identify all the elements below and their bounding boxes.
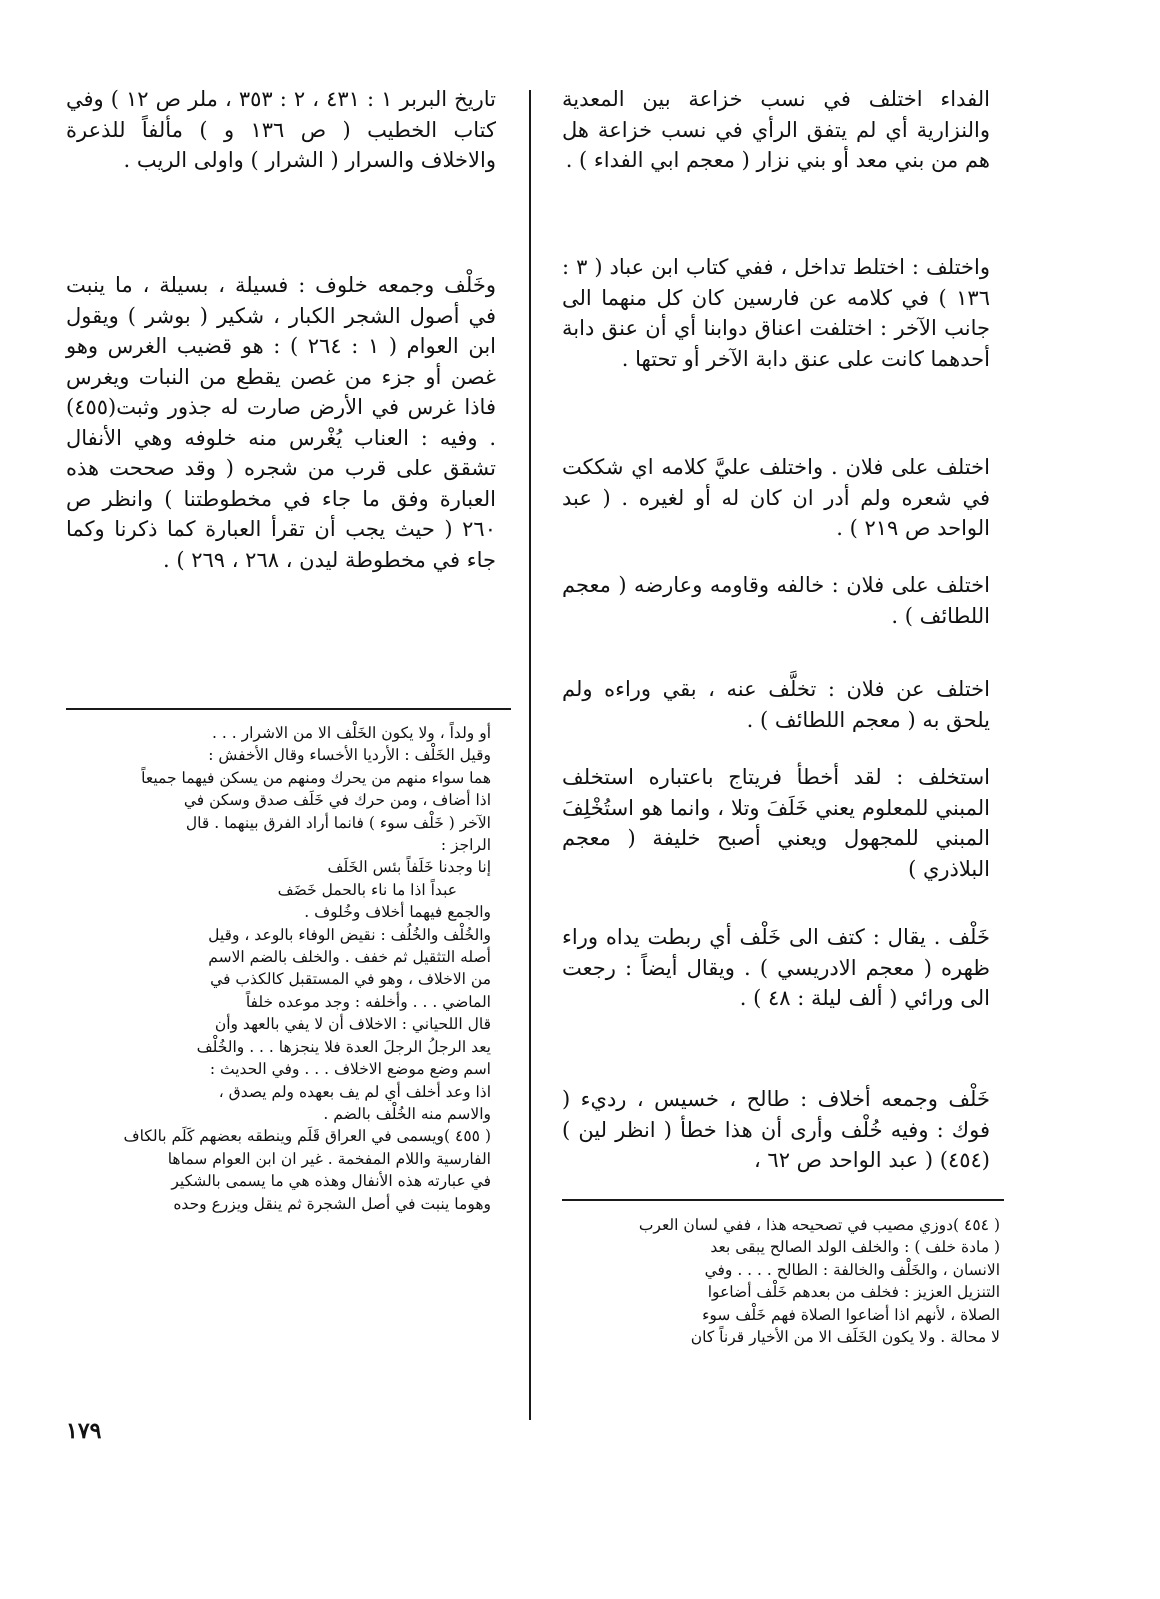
entry-paragraph: خَلْف . يقال : كتف الى خَلْف أي ربطت يداه وراء ظهره ( معجم الادريسي ) . ويقال أيضاً : رجعت الى ورائي ( ألف ليلة : ٤٨ ) . <box>562 925 990 1010</box>
footnote-line: وهوما ينبت في أصل الشجرة ثم ينقل ويزرع وحده <box>173 1194 491 1213</box>
verse-line: إنا وجدنا خَلَفاً بئس الخَلَف <box>327 858 491 877</box>
footnote-line: والخُلْف والخُلُف : نقيض الوفاء بالوعد ، وقيل <box>208 925 491 944</box>
page-number: ١٧٩ <box>66 1418 102 1444</box>
entry-paragraph: اختلف عن فلان : تخلَّف عنه ، بقي وراءه ولم يلحق به ( معجم اللطائف ) . <box>562 677 990 732</box>
footnote-line: الصلاة ، لأنهم اذا أضاعوا الصلاة فهم خَلْف سوء <box>702 1305 1000 1324</box>
entry-paragraph: اختلف على فلان . واختلف عليَّ كلامه اي شككت في شعره ولم أدر ان كان له أو لغيره . ( عبد الواحد ص ٢١٩ ) . <box>562 455 990 540</box>
entry-block <box>562 762 990 884</box>
footnote-separator-left <box>66 708 511 710</box>
column-divider <box>529 90 531 1420</box>
footnote-line: والجمع فيهما أخلاف وخُلوف . <box>304 903 491 922</box>
footnote-line: الراجز : <box>440 836 491 855</box>
footnote-line: الفارسية واللام المفخمة . غير ان ابن العوام سماها <box>167 1149 491 1168</box>
entry-block <box>562 570 990 631</box>
footnote-line: أصله التثقيل ثم خفف . والخلف بالضم الاسم <box>208 948 491 967</box>
footnote-separator-right <box>562 1199 1004 1201</box>
footnote-line: ( مادة خلف ) : والخلف الولد الصالح يبقى بعد <box>710 1238 1000 1257</box>
footnote-line: وقيل الخَلْف : الأرديا الأخساء وقال الأخفش : <box>208 746 491 765</box>
footnote-line: أو ولداً ، ولا يكون الخَلْف الا من الاشرار . . . <box>212 724 491 742</box>
footnote-line: والاسم منه الخُلْف بالضم . <box>323 1104 491 1123</box>
footnote-block-left <box>66 722 491 1215</box>
entry-block <box>562 674 990 735</box>
footnote-line: اسم وضع موضع الاخلاف . . . وفي الحديث : <box>209 1060 491 1079</box>
entry-paragraph: واختلف : اختلط تداخل ، ففي كتاب ابن عباد ( ٣ : ١٣٦ ) في كلامه عن فارسين كان كل منهما الى جانب الآخر : اختلفت اعناق دوابنا أي أن عنق دابة أحدهما كانت على عنق دابة الآخر أو تحتها . <box>562 255 990 371</box>
footnote-line: في عبارته هذه الأنفال وهذه هي ما يسمى بالشكير <box>171 1172 491 1191</box>
entry-block <box>562 84 990 176</box>
entry-block <box>562 1084 990 1176</box>
footnote-line: هما سواء منهم من يحرك ومنهم من يسكن فيهما جميعاً <box>141 768 491 787</box>
footnote-block-right <box>562 1214 1000 1348</box>
footnote-line: من الاخلاف ، وهو في المستقبل كالكذب في <box>210 970 491 989</box>
footnote-line: التنزيل العزيز : فخلف من بعدهم خَلْف أضاعوا <box>707 1283 1000 1302</box>
verse-line: عبداً اذا ما ناء بالحمل خَضَف <box>277 880 457 899</box>
footnote-line: ( ٤٥٤ )دوزي مصيب في تصحيحه هذا ، ففي لسان العرب <box>638 1216 1000 1234</box>
entry-paragraph: اختلف على فلان : خالفه وقاومه وعارضه ( معجم اللطائف ) . <box>562 573 990 628</box>
footnote-line: لا محالة . ولا يكون الخَلَف الا من الأخيار قرناً كان <box>690 1328 1000 1347</box>
entry-paragraph: وخَلْف وجمعه خلوف : فسيلة ، بسيلة ، ما ينبت في أصول الشجر الكبار ، شكير ( بوشر ) ويقول ابن العوام ( ١ : ٢٦٤ ) : هو قضيب الغرس وهو غصن أو جزء من غصن يقطع من النبات ويغرس فاذا غرس في الأرض صارت له جذور وثبت(٤٥٥) . وفيه : العناب يُغْرس منه خلوفه وهي الأنفال تشقق على قرب من شجره ( وقد صححت هذه العبارة وفق ما جاء في مخطوطتنا ) وانظر ص ٢٦٠ ( حيث يجب أن تقرأ العبارة كما ذكرنا وكما جاء في مخطوطة ليدن ، ٢٦٨ ، ٢٦٩ ) . <box>66 273 497 572</box>
footnote-line: ( ٤٥٥ )ويسمى في العراق قَلَم وينطقه بعضهم كَلَم بالكاف <box>123 1127 491 1146</box>
footnote-line: اذا وعد أخلف أي لم يف بعهده ولم يصدق ، <box>218 1082 491 1101</box>
entry-block <box>66 270 496 575</box>
entry-block <box>66 84 496 176</box>
footnote-line: يعد الرجلُ الرجلَ العدة فلا ينجزها . . . والخُلْف <box>196 1037 491 1056</box>
footnote-line: الماضي . . . وأخلفه : وجد موعده خلفاً <box>245 992 491 1011</box>
footnote-line: اذا أضاف ، ومن حرك في خَلَف صدق وسكن في <box>183 791 491 810</box>
entry-block <box>562 452 990 544</box>
entry-block <box>562 922 990 1014</box>
entry-paragraph: الفداء اختلف في نسب خزاعة بين المعدية والنزارية أي لم يتفق الرأي في نسب خزاعة هل هم من بني معد أو بني نزار ( معجم ابي الفداء ) . <box>562 87 990 172</box>
footnote-line: الآخر ( خَلْف سوء ) فانما أراد الفرق بينهما . قال <box>185 813 491 832</box>
entry-paragraph: استخلف : لقد أخطأ فريتاج باعتباره استخلف المبني للمعلوم يعني خَلَفَ وتلا ، وانما هو استُخْلِفَ المبني للمجهول ويعني أصبح خليفة ( معجم البلاذري ) <box>562 765 990 881</box>
entry-block <box>562 252 990 374</box>
entry-paragraph: تاريخ البربر ١ : ٤٣١ ، ٢ : ٣٥٣ ، ملر ص ١٢ ) وفي كتاب الخطيب ( ص ١٣٦ و ) مألفاً للذعرة والاخلاف والسرار ( الشرار ) واولى الريب . <box>66 87 496 172</box>
footnote-line: قال اللحياني : الاخلاف أن لا يفي بالعهد وأن <box>214 1015 491 1034</box>
footnote-line: الانسان ، والخَلْف والخالفة : الطالح . . . . وفي <box>704 1260 1000 1279</box>
entry-paragraph: خَلْف وجمعه أخلاف : طالح ، خسيس ، رديء ( فوك : وفيه خُلْف وأرى أن هذا خطأ ( انظر لين )(٤٥٤) ( عبد الواحد ص ٦٢ ، <box>562 1087 990 1172</box>
